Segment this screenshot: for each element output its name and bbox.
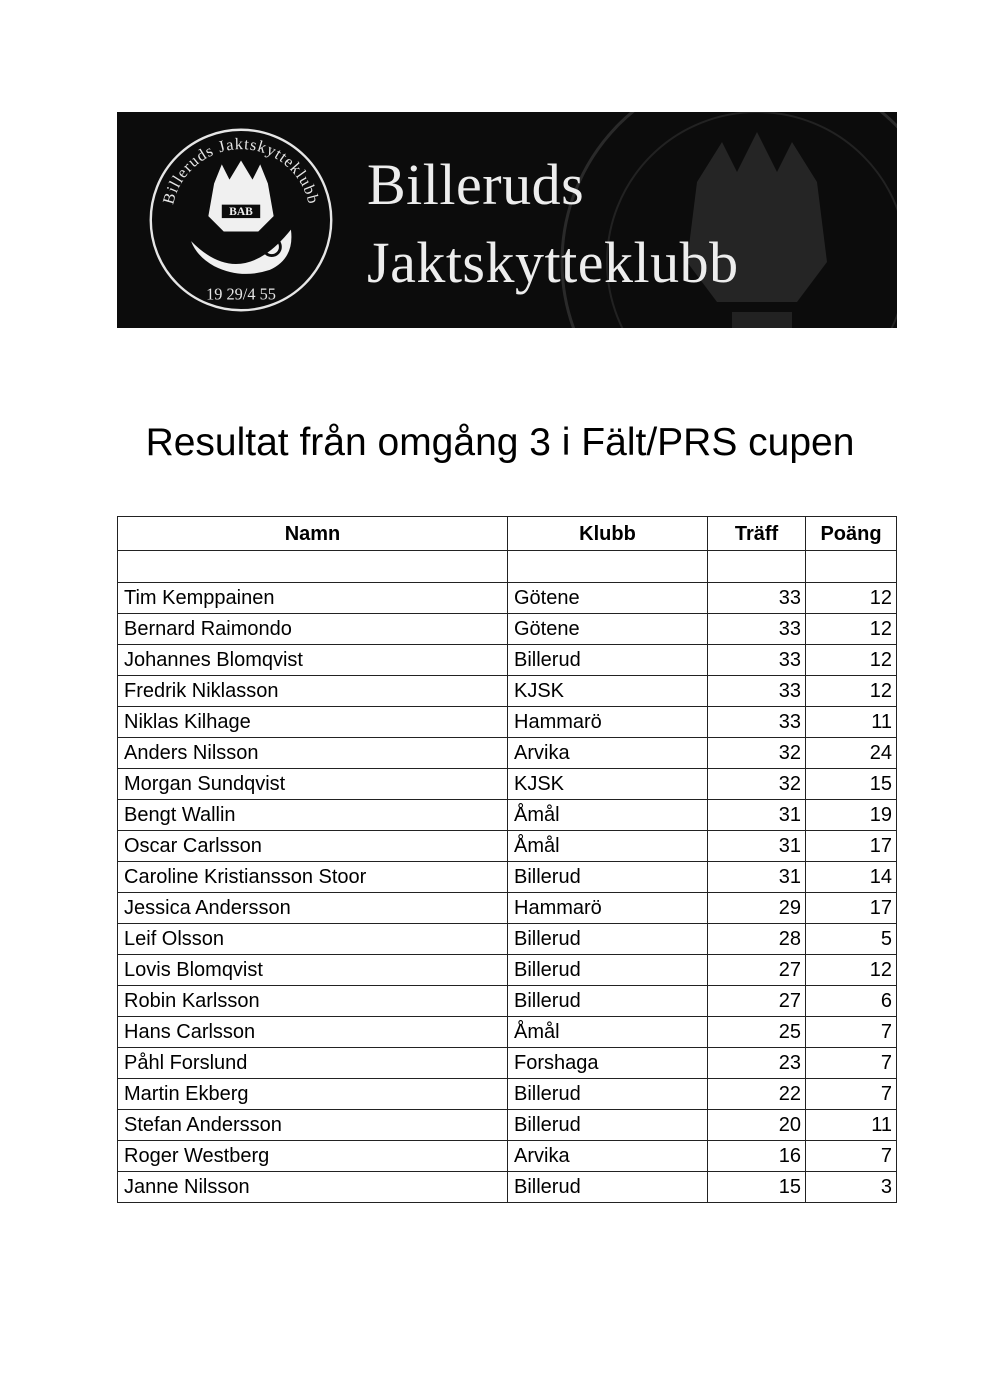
cell-namn: Robin Karlsson: [118, 986, 508, 1017]
cell-namn: Niklas Kilhage: [118, 707, 508, 738]
table-row: [118, 986, 897, 1017]
cell-traff: 33: [708, 676, 806, 707]
cell-namn: Påhl Forslund: [118, 1048, 508, 1079]
cell-klubb: Åmål: [508, 831, 708, 862]
cell-namn: Tim Kemppainen: [118, 583, 508, 614]
column-header-namn: Namn: [118, 517, 508, 551]
cell-namn: Morgan Sundqvist: [118, 769, 508, 800]
cell-klubb: Hammarö: [508, 707, 708, 738]
cell-klubb: Billerud: [508, 955, 708, 986]
cell-poang: 17: [806, 831, 897, 862]
cell-klubb: KJSK: [508, 676, 708, 707]
cell-traff: 31: [708, 862, 806, 893]
header-row: [118, 517, 897, 551]
cell-traff: 31: [708, 831, 806, 862]
cell-traff: 31: [708, 800, 806, 831]
table-row: [118, 862, 897, 893]
cell-klubb: Hammarö: [508, 893, 708, 924]
cell-poang: 19: [806, 800, 897, 831]
cell-poang: 3: [806, 1172, 897, 1203]
cell-poang: 12: [806, 676, 897, 707]
cell-klubb: Forshaga: [508, 1048, 708, 1079]
cell-namn: Hans Carlsson: [118, 1017, 508, 1048]
cell-klubb: Billerud: [508, 1079, 708, 1110]
club-name: [367, 146, 739, 302]
page-title: Resultat från omgång 3 i Fält/PRS cupen: [145, 421, 855, 464]
cell-poang: 12: [806, 583, 897, 614]
club-name-line2: Jaktskytteklubb: [367, 230, 739, 295]
cell-traff: 27: [708, 986, 806, 1017]
results-table: [117, 516, 897, 1203]
table-row: [118, 769, 897, 800]
cell-klubb: Billerud: [508, 645, 708, 676]
table-row: [118, 1017, 897, 1048]
cell-namn: Anders Nilsson: [118, 738, 508, 769]
table-row: [118, 831, 897, 862]
cell-klubb: Billerud: [508, 1172, 708, 1203]
table-row: [118, 1048, 897, 1079]
empty-row: [118, 551, 897, 583]
table-row: [118, 738, 897, 769]
cell-poang: 11: [806, 707, 897, 738]
table-row: [118, 645, 897, 676]
cell-poang: 7: [806, 1141, 897, 1172]
table-row: [118, 614, 897, 645]
cell-poang: 15: [806, 769, 897, 800]
cell-traff: 27: [708, 955, 806, 986]
table-row: [118, 676, 897, 707]
cell-traff: 28: [708, 924, 806, 955]
cell-traff: 32: [708, 769, 806, 800]
cell-klubb: Billerud: [508, 1110, 708, 1141]
table-row: [118, 924, 897, 955]
cell-namn: Bernard Raimondo: [118, 614, 508, 645]
table-row: [118, 583, 897, 614]
cell-namn: Jessica Andersson: [118, 893, 508, 924]
cell-klubb: Billerud: [508, 862, 708, 893]
cell-namn: Lovis Blomqvist: [118, 955, 508, 986]
cell-klubb: KJSK: [508, 769, 708, 800]
cell-namn: Bengt Wallin: [118, 800, 508, 831]
cell-traff: 15: [708, 1172, 806, 1203]
column-header-klubb: Klubb: [508, 517, 708, 551]
cell-poang: 5: [806, 924, 897, 955]
cell-traff: 20: [708, 1110, 806, 1141]
cell-poang: 17: [806, 893, 897, 924]
table-row: [118, 800, 897, 831]
cell-klubb: Götene: [508, 614, 708, 645]
table-row: [118, 955, 897, 986]
cell-klubb: Åmål: [508, 1017, 708, 1048]
table-row: [118, 893, 897, 924]
cell-poang: 24: [806, 738, 897, 769]
cell-klubb: Billerud: [508, 986, 708, 1017]
cell-poang: 11: [806, 1110, 897, 1141]
cell-traff: 25: [708, 1017, 806, 1048]
cell-poang: 12: [806, 955, 897, 986]
cell-poang: 7: [806, 1017, 897, 1048]
cell-namn: Stefan Andersson: [118, 1110, 508, 1141]
table-row: [118, 1110, 897, 1141]
club-emblem-logo: [145, 124, 337, 316]
table-row: [118, 1079, 897, 1110]
cell-traff: 33: [708, 614, 806, 645]
cell-poang: 12: [806, 645, 897, 676]
cell-namn: Leif Olsson: [118, 924, 508, 955]
cell-traff: 16: [708, 1141, 806, 1172]
cell-poang: 12: [806, 614, 897, 645]
cell-klubb: Åmål: [508, 800, 708, 831]
cell-namn: Martin Ekberg: [118, 1079, 508, 1110]
svg-text:BAB: BAB: [229, 206, 253, 219]
club-banner: [117, 112, 897, 328]
cell-poang: 7: [806, 1079, 897, 1110]
table-row: [118, 707, 897, 738]
cell-traff: 33: [708, 707, 806, 738]
table-row: [118, 1141, 897, 1172]
cell-klubb: Billerud: [508, 924, 708, 955]
cell-traff: 29: [708, 893, 806, 924]
svg-text:19 29/4 55: 19 29/4 55: [206, 284, 276, 304]
cell-namn: Janne Nilsson: [118, 1172, 508, 1203]
cell-klubb: Arvika: [508, 738, 708, 769]
cell-traff: 23: [708, 1048, 806, 1079]
cell-traff: 33: [708, 645, 806, 676]
cell-klubb: Götene: [508, 583, 708, 614]
column-header-traff: Träff: [708, 517, 806, 551]
cell-klubb: Arvika: [508, 1141, 708, 1172]
cell-namn: Oscar Carlsson: [118, 831, 508, 862]
table-row: [118, 1172, 897, 1203]
svg-text:Billeruds Jaktskytteklubb: Billeruds Jaktskytteklubb: [158, 134, 324, 207]
club-name-line1: Billeruds: [367, 152, 585, 217]
cell-traff: 32: [708, 738, 806, 769]
cell-namn: Caroline Kristiansson Stoor: [118, 862, 508, 893]
cell-traff: 22: [708, 1079, 806, 1110]
cell-namn: Johannes Blomqvist: [118, 645, 508, 676]
cell-namn: Roger Westberg: [118, 1141, 508, 1172]
cell-traff: 33: [708, 583, 806, 614]
column-header-poang: Poäng: [806, 517, 897, 551]
cell-poang: 6: [806, 986, 897, 1017]
cell-poang: 14: [806, 862, 897, 893]
cell-namn: Fredrik Niklasson: [118, 676, 508, 707]
cell-poang: 7: [806, 1048, 897, 1079]
